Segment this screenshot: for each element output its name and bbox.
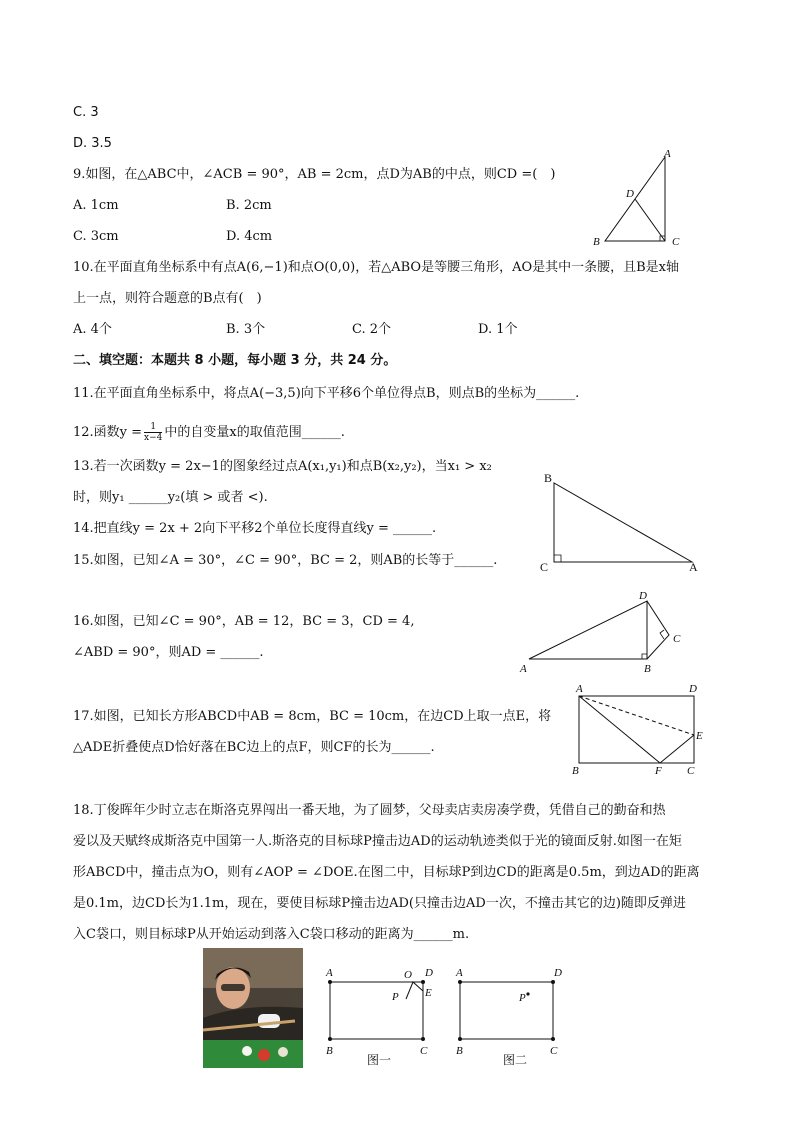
- q18-fig1-caption: 图一: [367, 1053, 392, 1067]
- q10-option-d: D. 1个: [478, 322, 518, 337]
- q14-stem: 14.把直线y = 2x + 2向下平移2个单位长度得直线y = ______.: [73, 521, 437, 536]
- q16-label-a: A: [520, 663, 527, 675]
- q18-fig2-label-b: B: [456, 1045, 463, 1057]
- q17-figure: [565, 680, 715, 780]
- q18-line1: 18.丁俊晖年少时立志在斯洛克界闯出一番天地，为了圆梦，父母卖店卖房凑学费，凭借自己的勤奋和热: [73, 803, 666, 818]
- q18-fig2-label-p: P: [519, 992, 526, 1004]
- q16-label-b: B: [644, 663, 651, 675]
- q10-option-c: C. 2个: [352, 322, 392, 337]
- q16-figure: [515, 585, 695, 680]
- q11-stem: 11.在平面直角坐标系中，将点A(−3,5)向下平移6个单位得点B，则点B的坐标为______.: [73, 386, 580, 401]
- q9-figure: [585, 145, 695, 250]
- q18-figure-2: [450, 963, 575, 1068]
- q18-fig1-label-c: C: [420, 1045, 428, 1057]
- q18-fig1-label-o: O: [404, 969, 412, 981]
- q18-line5: 入C袋口，则目标球P从开始运动到落入C袋口移动的距离为______m.: [73, 927, 470, 942]
- q18-fig2-label-d: D: [554, 967, 562, 979]
- q12-numerator: 1: [144, 422, 162, 433]
- q18-fig1-label-p: P: [392, 991, 399, 1003]
- q17-label-a: A: [576, 683, 583, 695]
- section-2-heading: 二、填空题：本题共 8 小题，每小题 3 分，共 24 分。: [73, 353, 397, 368]
- q18-fig1-label-d: D: [425, 967, 433, 979]
- q15-figure: [535, 470, 705, 580]
- q9-label-b: B: [593, 236, 600, 248]
- q18-line3: 形ABCD中，撞击点为O，则有∠AOP = ∠DOE.在图二中，目标球P到边CD的距离是0.5m，到边AD的距离: [73, 865, 700, 880]
- q12-stem: [73, 422, 345, 443]
- option-d: D. 3.5: [73, 136, 112, 151]
- q18-fig2-label-a: A: [456, 967, 463, 979]
- q9-option-b: B. 2cm: [226, 198, 272, 213]
- q9-label-a: A: [664, 148, 671, 160]
- q17-line2: △ADE折叠使点D恰好落在BC边上的点F，则CF的长为______.: [73, 740, 435, 755]
- q10-option-b: B. 3个: [226, 322, 266, 337]
- q9-stem: 9.如图，在△ABC中，∠ACB = 90°，AB = 2cm，点D为AB的中点，则CD =( ): [73, 167, 556, 182]
- q17-label-d: D: [689, 683, 697, 695]
- q12-denominator: x−4: [144, 433, 163, 443]
- q16-label-d: D: [639, 590, 647, 602]
- q18-line4: 是0.1m，边CD长为1.1m，现在，要使目标球P撞击边AD(只撞击边AD一次，不撞击其它的边)随即反弹进: [73, 896, 686, 911]
- q18-fig2-label-c: C: [550, 1045, 558, 1057]
- q9-label-c: C: [672, 236, 680, 248]
- q18-fig1-label-e: E: [425, 987, 432, 999]
- q12-pre: 12.函数y =: [73, 425, 143, 440]
- snooker-player-photo: [203, 948, 303, 1068]
- q17-label-e: E: [696, 730, 703, 742]
- q18-line2: 爱以及天赋终成斯洛克中国第一人.斯洛克的目标球P撞击边AD的运动轨迹类似于光的镜面反射.如图一在矩: [73, 834, 682, 849]
- q10-line1: 10.在平面直角坐标系中有点A(6,−1)和点O(0,0)，若△ABO是等腰三角形，AO是其中一条腰，且B是x轴: [73, 260, 680, 275]
- q15-stem: 15.如图，已知∠A = 30°，∠C = 90°，BC = 2，则AB的长等于______.: [73, 553, 498, 568]
- q9-option-c: C. 3cm: [73, 229, 119, 244]
- q17-label-f: F: [655, 765, 662, 777]
- q17-label-b: B: [572, 765, 579, 777]
- q15-label-a: A: [689, 560, 698, 574]
- q16-line2: ∠ABD = 90°，则AD = ______.: [73, 645, 264, 660]
- q12-post: 中的自变量x的取值范围______.: [164, 425, 345, 440]
- q13-line1: 13.若一次函数y = 2x−1的图象经过点A(x₁,y₁)和点B(x₂,y₂)，当x₁ > x₂: [73, 459, 492, 474]
- q16-line1: 16.如图，已知∠C = 90°，AB = 12，BC = 3，CD = 4,: [73, 614, 415, 629]
- q13-line2: 时，则y₁ ______y₂(填 > 或者 <).: [73, 490, 268, 505]
- q18-fig2-caption: 图二: [503, 1053, 528, 1067]
- q12-fraction: [144, 422, 162, 443]
- q18-fig1-label-a: A: [326, 967, 333, 979]
- q18-figure-1: [318, 963, 443, 1068]
- q15-label-b: B: [544, 471, 553, 485]
- q18-fig1-label-b: B: [326, 1045, 333, 1057]
- q9-option-a: A. 1cm: [73, 198, 119, 213]
- q9-option-d: D. 4cm: [226, 229, 273, 244]
- q15-label-c: C: [540, 560, 549, 574]
- q10-line2: 上一点，则符合题意的B点有( ): [73, 291, 262, 306]
- q16-label-c: C: [673, 633, 681, 645]
- q9-label-d: D: [626, 188, 634, 200]
- q17-line1: 17.如图，已知长方形ABCD中AB = 8cm，BC = 10cm，在边CD上取一点E，将: [73, 709, 552, 724]
- q17-label-c: C: [687, 765, 695, 777]
- q10-option-a: A. 4个: [73, 322, 112, 337]
- option-c: C. 3: [73, 105, 99, 120]
